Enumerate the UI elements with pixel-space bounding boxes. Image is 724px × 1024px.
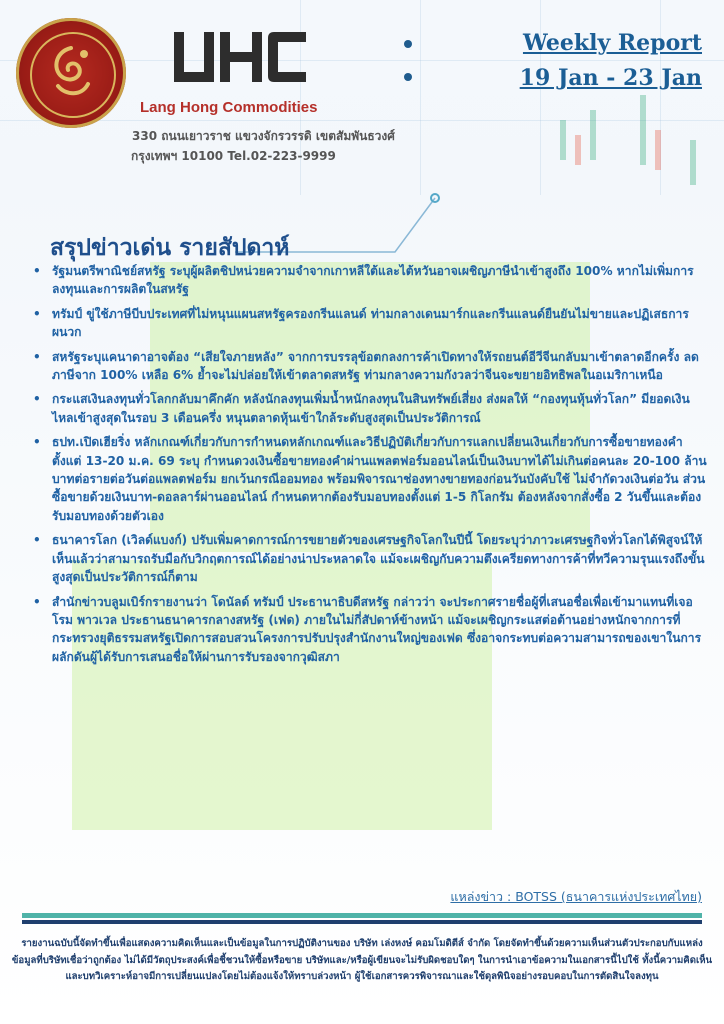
news-item-text: ทรัมป์ ขู่ใช้ภาษีบีบประเทศที่ไม่หนุนแผนสหรัฐครองกรีนแลนด์ ท่ามกลางเดนมาร์กและกรีนแลนด์ยืนยันไม่ขายและปฏิเสธการผนวก	[52, 306, 689, 340]
news-item	[30, 262, 710, 299]
header-dot	[404, 40, 412, 48]
bullet-icon: •	[33, 264, 41, 278]
bullet-icon: •	[33, 349, 41, 364]
news-item	[30, 305, 710, 342]
report-dates: 19 Jan - 23 Jan	[519, 65, 702, 91]
header-dot	[404, 73, 412, 81]
company-address-line2: กรุงเทพฯ 10100 Tel.02-223-9999	[131, 149, 336, 163]
news-item	[30, 531, 710, 586]
news-item-text: สำนักข่าวบลูมเบิร์กรายงานว่า โดนัลด์ ทรัมป์ ประธานาธิบดีสหรัฐ กล่าวว่า จะประกาศรายชื่อผู้ที่เสนอชื่อเพื่อเข้ามาแทนที่เจอโรม พาวเวล ประธานธนาคารกลางสหรัฐ (เฟด) ภายในไม่กี่สัปดาห์ข้างหน้า แม้จะเผชิญกระแสต่อต้านอย่างหนักจากการที่กระทรวงยุติธรรมสหรัฐเปิดการสอบสวนโครงการปรับปรุงสำนักงานใหญ่ของเฟด ซึ่งอาจกระทบต่อความสามารถของเขาในการผลักดันผู้ได้รับการเสนอชื่อให้ผ่านการรับรองจากวุฒิสภา	[52, 594, 702, 664]
footer-rule-navy	[22, 920, 702, 924]
report-title: Weekly Report	[522, 30, 702, 56]
bullet-icon: •	[33, 594, 41, 609]
news-item-text: กระแสเงินลงทุนทั่วโลกกลับมาคึกคัก หลังนักลงทุนเพิ่มน้ำหนักลงทุนในสินทรัพย์เสี่ยง ส่งผลให้ “กองทุนหุ้นทั่วโลก” มียอดเงินไหลเข้าสูงสุดในรอบ 3 เดือนครึ่ง หนุนตลาดหุ้นเข้าใกล้ระดับสูงสุดเป็นประวัติการณ์	[52, 392, 690, 425]
news-item	[30, 433, 710, 525]
bullet-icon: •	[33, 392, 41, 407]
news-item	[30, 593, 710, 667]
footer-rule-teal	[22, 913, 702, 918]
news-list	[30, 262, 710, 672]
company-name: Lang Hong Commodities	[140, 99, 318, 116]
news-item-text: รัฐมนตรีพาณิชย์สหรัฐ ระบุผู้ผลิตชิปหน่วยความจำจากเกาหลีใต้และไต้หวันอาจเผชิญภาษีนำเข้าสูงถึง 100% หากไม่เพิ่มการลงทุนและการผลิตในสหรัฐ	[52, 264, 694, 297]
section-title: สรุปข่าวเด่น รายสัปดาห์	[50, 235, 290, 261]
news-item	[30, 390, 710, 427]
news-source: แหล่งข่าว : BOTSS (ธนาคารแห่งประเทศไทย)	[450, 889, 702, 904]
bullet-icon: •	[33, 533, 41, 548]
company-address-line1: 330 ถนนเยาวราช แขวงจักรวรรดิ เขตสัมพันธวงศ์	[132, 129, 395, 143]
bullet-icon: •	[33, 306, 41, 321]
uhc-logo-icon	[170, 28, 310, 88]
bullet-icon: •	[33, 435, 41, 450]
disclaimer-text: รายงานฉบับนี้จัดทำขึ้นเพื่อแสดงความคิดเห็นและเป็นข้อมูลในการปฏิบัติงานของ บริษัท เล่งหงษ์ คอมโมดิตีส์ จำกัด โดยจัดทำขึ้นด้วยความเห็นส่วนตัวประกอบกับแหล่งข้อมูลที่บริษัทเชื่อว่าถูกต้อง ไม่ได้มีวัตถุประสงค์เพื่อชี้ชวนให้ซื้อหรือขาย บริษัทและ/หรือผู้เขียนจะไม่รับผิดชอบใดๆ ในการนำเอาข้อความในเอกสารนี้ไปใช้ ทั้งนี้ความคิดเห็นและบทวิเคราะห์อาจมีการเปลี่ยนแปลงโดยไม่ต้องแจ้งให้ทราบล่วงหน้า ผู้ใช้เอกสารควรพิจารณาและใช้ดุลพินิจอย่างรอบคอบในการตัดสินใจลงทุน	[11, 938, 713, 982]
news-item	[30, 348, 710, 385]
news-item-text: ธปท.เปิดเฮียริ่ง หลักเกณฑ์เกี่ยวกับการกำหนดหลักเกณฑ์และวิธีปฏิบัติเกี่ยวกับการแลกเปลี่ยนเงินเกี่ยวกับการซื้อขายทองคำตั้งแต่ 13-20 ม.ค. 69 ระบุ กำหนดวงเงินซื้อขายทองคำผ่านแพลตฟอร์มออนไลน์เป็นเงินบาทได้ไม่เกินต่อคนละ 20-100 ล้านบาทต่อรายต่อวันต่อแพลตฟอร์ม ยกเว้นกรณีออมทอง พร้อมพิจารณาช่องทางขายทองก่อนวันบังคับใช้ ไม่จำกัดวงเงินต่อวัน ส่วนซื้อขายด้วยเงินบาท-ดอลลาร์ผ่านออนไลน์ กำหนดหากต้องรับมอบทองตั้งแต่ 1-5 กิโลกรัม ต้องหลังจากสั่งซื้อ 2 วันขึ้นและต้องรับมอบทองด้วยตัวเอง	[52, 435, 707, 523]
news-item-text: สหรัฐระบุแคนาดาอาจต้อง “เสียใจภายหลัง” จากการบรรลุข้อตกลงการค้าเปิดทางให้รถยนต์อีวีจีนกลับมาเข้าตลาดอีกครั้ง ลดภาษีจาก 100% เหลือ 6% ย้ำจะไม่ปล่อยให้เข้าตลาดสหรัฐ ท่ามกลางความกังวลว่าจีนจะขยายอิทธิพลในอเมริกาเหนือ	[52, 349, 699, 383]
news-item-text: ธนาคารโลก (เวิลด์แบงก์) ปรับเพิ่มคาดการณ์การขยายตัวของเศรษฐกิจโลกในปีนี้ โดยระบุว่าภาวะเศรษฐกิจทั่วโลกได้พิสูจน์ให้เห็นแล้วว่าสามารถรับมือกับวิกฤตการณ์ได้อย่างน่าประหลาดใจ แม้จะเผชิญกับความตึงเครียดทางการค้าที่ทวีความรุนแรงถึงขั้นสูงสุดเป็นประวัติการณ์ก็ตาม	[52, 533, 705, 585]
dragon-seal-icon	[16, 18, 126, 128]
